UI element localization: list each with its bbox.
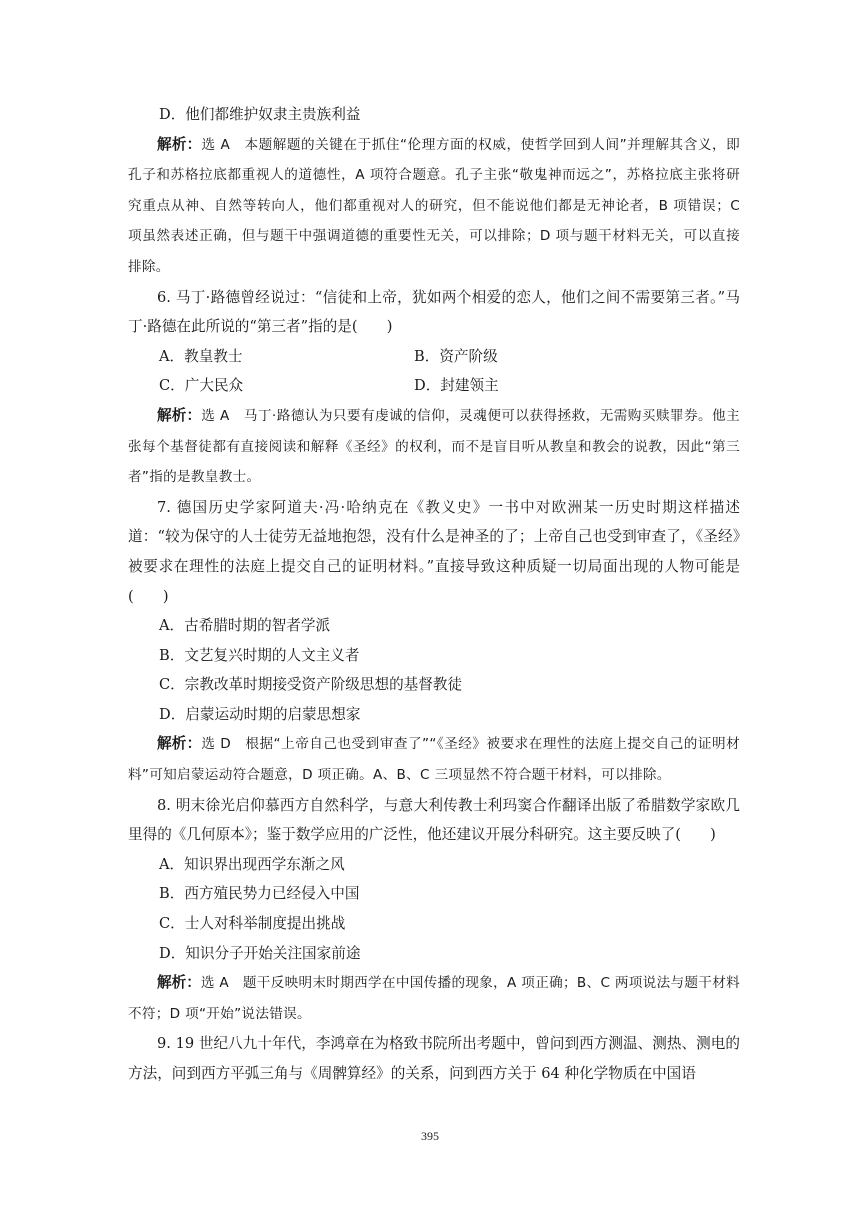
explanation-text: 选 D 根据“上帝自己也受到审查了”“《圣经》被要求在理性的法庭上提交自己的证明材料”可知启蒙运动符合题意，D 项正确。A、B、C 三项显然不符合题干材料，可以排除。 <box>128 736 740 784</box>
q8-option-d: D．知识分子开始关注国家前途 <box>159 944 361 962</box>
q6-option-b: B．资产阶级 <box>414 347 498 365</box>
q5-option-d: D．他们都维护奴隶主贵族利益 <box>159 106 361 123</box>
q6-stem: 6. 马丁·路德曾经说过：“信徒和上帝，犹如两个相爱的恋人，他们之间不需要第三者。”马丁·路德在此所说的“第三者”指的是( ) <box>128 288 740 336</box>
explanation-label: 解析： <box>157 974 201 992</box>
explanation-label: 解析： <box>157 406 202 424</box>
q6-option-d: D．封建领主 <box>414 377 499 395</box>
page-number: 395 <box>421 1129 439 1143</box>
q9-stem: 9. 19 世纪八九十年代，李鸿章在为格致书院所出考题中，曾问到西方测温、测热、测电的方法，问到西方平弧三角与《周髀算经》的关系，问到西方关于 64 种化学物质在中国语 <box>128 1035 740 1082</box>
q6-option-c: C．广大民众 <box>159 377 244 395</box>
explanation-label: 解析： <box>157 735 202 753</box>
q7-explanation <box>128 729 740 790</box>
q7-option-d: D．启蒙运动时期的启蒙思想家 <box>159 705 361 723</box>
q6-option-a: A．教皇教士 <box>159 347 243 365</box>
q8-explanation <box>128 968 740 1029</box>
explanation-text: 选 A 马丁·路德认为只要有虔诚的信仰，灵魂便可以获得拯救，无需购买赎罪券。他主张每个基督徒都有直接阅读和解释《圣经》的权利，而不是盲目听从教皇和教会的说教，因此“第三者”指的是教皇教士。 <box>128 407 740 486</box>
q8-option-a: A．知识界出现西学东渐之风 <box>159 855 345 873</box>
q7-option-b: B．文艺复兴时期的人文主义者 <box>159 646 360 664</box>
q5-explanation <box>128 130 740 283</box>
q8-option-b: B．西方殖民势力已经侵入中国 <box>159 885 360 903</box>
q8-option-c: C．士人对科举制度提出挑战 <box>159 915 346 933</box>
q7-stem: 7. 德国历史学家阿道夫·冯·哈纳克在《教义史》一书中对欧洲某一历史时期这样描述道：“较为保守的人士徒劳无益地抱怨，没有什么是神圣的了；上帝自己也受到审查了，《圣经》被要求在理性的法庭上提交自己的证明材料。”直接导致这种质疑一切局面出现的人物可能是( ) <box>128 498 740 605</box>
explanation-text: 选 A 本题解题的关键在于抓住“伦理方面的权威，使哲学回到人间”并理解其含义，即孔子和苏格拉底都重视人的道德性，A 项符合题意。孔子主张“敬鬼神而远之”，苏格拉底主张将研究重点从神、自然等转向人，他们都重视对人的研究，但不能说他们都是无神论者，B 项错误；C 项虽然表述正确，但与题干中强调道德的重要性无关，可以排除；D 项与题干材料无关，可以直接排除。 <box>128 136 740 275</box>
q8-stem: 8. 明末徐光启仰慕西方自然科学，与意大利传教士利玛窦合作翻译出版了希腊数学家欧几里得的《几何原本》；鉴于数学应用的广泛性，他还建议开展分科研究。这主要反映了( ) <box>128 796 740 844</box>
explanation-label: 解析： <box>157 135 202 153</box>
q7-option-c: C．宗教改革时期接受资产阶级思想的基督教徒 <box>159 676 463 694</box>
q6-explanation <box>128 401 740 493</box>
q7-option-a: A．古希腊时期的智者学派 <box>159 617 331 635</box>
page-content <box>128 100 740 1089</box>
q6-options-row-2 <box>128 371 740 401</box>
q6-options-row-1 <box>128 342 740 372</box>
explanation-text: 选 A 题干反映明末时期西学在中国传播的现象，A 项正确；B、C 两项说法与题干材料不符；D 项“开始”说法错误。 <box>128 975 740 1022</box>
